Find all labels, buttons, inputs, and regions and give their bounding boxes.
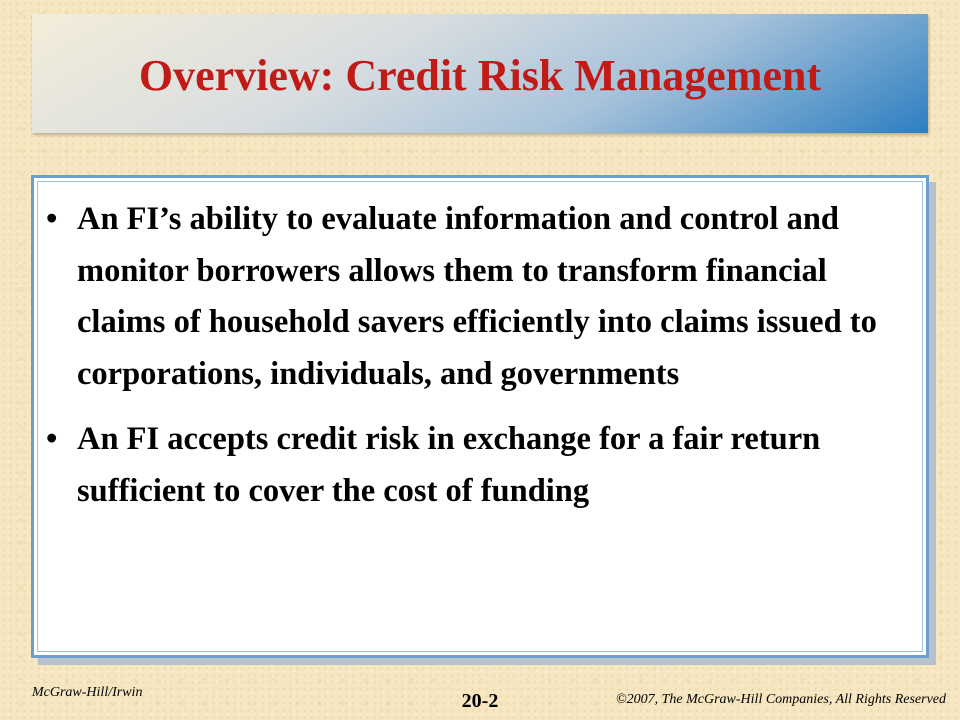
- bullet-item: [46, 194, 906, 400]
- bullet-text: An FI accepts credit risk in exchange for a fair return sufficient to cover the cost of funding: [77, 421, 821, 509]
- slide-title: Overview: Credit Risk Management: [138, 51, 822, 100]
- bullet-icon: •: [46, 201, 58, 237]
- footer-copyright: ©2007, The McGraw-Hill Companies, All Rights Reserved: [615, 692, 946, 707]
- bullet-list: [46, 194, 906, 531]
- content-box: [31, 175, 929, 658]
- bullet-icon: •: [46, 421, 58, 457]
- bullet-text: An FI’s ability to evaluate information and control and monitor borrowers allows them to transform financial claims of household savers efficiently into claims issued to corporations, individuals, and governments: [77, 201, 877, 392]
- bullet-item: [46, 414, 906, 517]
- footer-publisher: McGraw-Hill/Irwin: [32, 685, 143, 700]
- slide-number: 20-2: [461, 690, 499, 712]
